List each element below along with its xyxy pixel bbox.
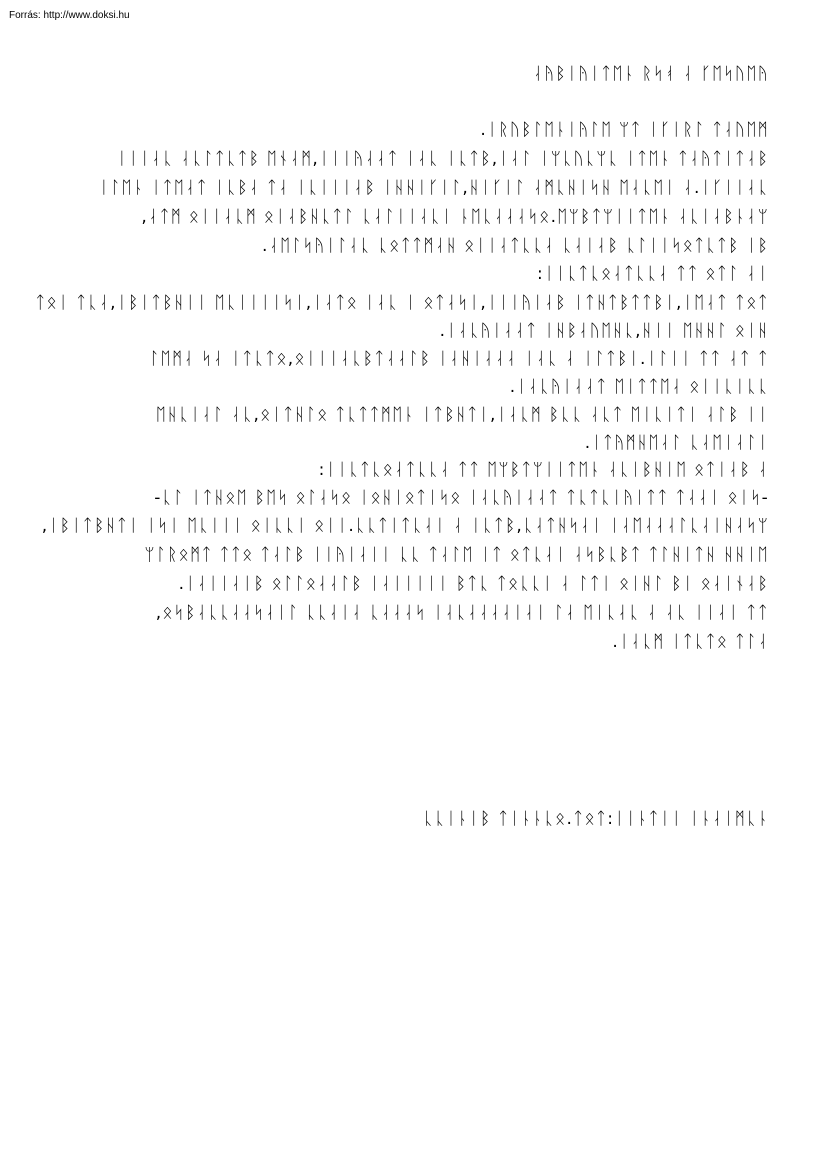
text-line: ᛆᛚᛏ ᛟᛏᚳᛏᛁ ᛗᚳᛆᛁ. bbox=[612, 632, 769, 652]
text-line: ᚳᛆᛁᛁᚴᛁ.ᛆ ᛁᛖᚳᛆᛖ ᚺᛋᛁᚺᚳᛗᛆ ᛚᛁᚴᛁᚺ,ᛚᛁᚴᛁᚺᚺᛁ ᛒᛆᛁᛁᛁᚳᛁ ᛆᛏ ᛆᛒᚳᛁ ᛏᛆᛖᛏᛁ ᚿᛖᛚᛁ bbox=[98, 178, 769, 198]
text-line: ᛒᛁ ᛒᛏᚳᛏᛟᛋᛁᛁᛚᚳ ᛒᛆᛁᛆᚳ ᛆᚳᚳᛏᛆᛁᛁᛟ ᚺᛆᛗᛏᛏᛟᚳ ᚳᛆᛚᛁᚤᛋᛚᛖᛆ. bbox=[261, 236, 769, 256]
text-line: ᛒᛆᛏᛁᛏᚤᛆᛏ ᚿᛖᛏᛁ ᚳᛘᚳᚢᚳᛘᛁ ᛚᛆᛁ,ᛒᛏᚳᛁ ᚳᛆᛁ ᛏᛆᛆᚤᛁᛁᛁ,ᛗᛆᚾᛖ ᛒᛏᚳᛏᛚᚳᛆ ᚳᛆᛁᛁᛁ bbox=[116, 149, 769, 169]
text-line: ᛘᛋᛆᚺᛁᛆᚳᛚᛆᛆᛆᛖᛆᛁ ᛁᛆᛋᚺᛏᛆᚳ,ᛒᛏᚳᛁ ᛆ ᛁᛆᚳᛏᛁᛏᚳᚳ.ᛁᛁᛟ ᛁᚳᚳᛁᛟ ᛁᛁᛁᚳᛖ ᛁᛋᛁ ᛁᛏᚺᛒᛏᛁᛒᛁ, bbox=[41, 516, 769, 536]
signature-line: ᚿᚳᛗᛁᛆᚿᛁ ᛁᛁᛏᚿᛁᛁ:ᛏᛟᛏ.ᛟᚳᚿᚿᛁᛏ ᛒᛁᚿᛁᚳᚳ bbox=[423, 809, 769, 829]
text-line: ᛖᛁᚺᚺ ᚺᛏᛁᚺᛚᛏ ᛏᛒᚳᛒᛋᛆ ᛁᛆᚳᛏᛟ ᛏᛁ ᛖᛚᛆᛏ ᚳᚳ ᛁᛁᛆᛁᚤᛁᛁ ᛒᛚᛆᛏ ᛟᛏᛏ ᛏᛗᛟᚱᛚᛘ bbox=[144, 545, 769, 565]
text-line: ᛘᛆᚿᛒᛆᛁᚳᛆ ᚿᛖᛏᛁᛁᛘᛏᛒᛘᛖ.ᛟᛋᛆᛆᛆᚳᛖᚿ ᛁᚳᛆᛁᛁᛚᛆᚳ ᛚᛏᚳᚺᛒᛆᛁᛟ ᛗᚳᛆᛁᛁᛟ ᛗᛏᛆ, bbox=[141, 207, 769, 227]
text-line: ᚺᛁᛟ ᛚᚺᚺᛖ ᛁᛁᚺ,ᚳᚺᛖᚢᛆᛒᚺᛁ ᛏᛆᛆᛁᚤᚳᛆᛁ. bbox=[439, 321, 769, 341]
text-line: ᛏᛟᛏ ᛏᛆᛖᛁ,ᛁᛒᛏᛏᛒᛏᚺᛏᛁ ᛒᛆᛁᚤᛁᛁᛁ,ᛁᛋᛆᛏᛟ ᛁ ᚳᛆᛁ ᛟᛏᛆᛁ,ᛁᛋᛁᛁᛁᛁᚳᛖ ᛁᛁᚺᛒᛏᛁᛒᛁ,ᛆᚳᛏ ᛁᛟᛏ bbox=[35, 293, 769, 313]
text-line: ᛁᛆ ᛚᛏᛟ ᛏᛏ ᛆᚳᚳᛏᛆᛟᚳᛏᚳᛁᛁ: bbox=[537, 264, 769, 284]
document-title: ᚤᛖᚢᛋᛖᚴ ᛆ ᚮᛋᚱ ᚿᛖᛏᛁᚤᛁᛒᚤᛆ bbox=[532, 64, 769, 84]
text-line: ᛆ ᛒᛆᛁᛏᛟ ᛖᛁᚺᛒᛁᚳᛆ ᚿᛖᛏᛁᛁᛘᛏᛒᛘᛖ ᛏᛏ ᛆᚳᚳᛏᛆᛟᚳᛏᚳᛁᛁ: bbox=[318, 460, 769, 480]
text-line: ᛁᛚᛆᛁᛖᛆᚳ ᛚᛆᛖᚺᛗᚤᛏᛁ. bbox=[584, 433, 769, 453]
text-line: ᛏ ᛏᛆ ᛏᛏ ᛁᛁᛚᛁ.ᛁᛒᛏᛚᛁ ᛆ ᚳᛆᛁ ᛆᛆᛆᛁᚺᛆᛁ ᛒᛚᛆᛆᛏᛒᚳᛆᛁᛁᛁᛟ,ᛟᛏᚳᛏᛁ ᛆᛋ ᛆᛗᛖᛚ bbox=[149, 349, 769, 369]
text-line: ᚳᚳᛁᚳᛁᛁᛟ ᛆᛖᛏᛏᛁᛖ ᛏᛆᛆᛁᚤᚳᛆᛁ. bbox=[509, 377, 769, 397]
text-line: ᛗᛖᚢᛆᛏ ᛚᚱᛁᚴᛁ ᛏᛘ ᛖᛚᚤᛁᚿᛖᛚᛒᚢᚱᛁ. bbox=[480, 120, 769, 140]
text-line: ᛒᛆᚾᛁᛆᛟ ᛁᛒ ᛚᚺᛁᛟ ᛁᛏᛚ ᛆ ᛁᚳᚳᛟᛏ ᚳᛏᛒ ᛁᛁᛁᛁᛁᛆᛁ ᛒᛚᛆᛆᛟᛚᛚᛟ ᛒᛁᛆᛁᛁᛆᛁ. bbox=[178, 574, 769, 594]
text-line: ᛏᛏ ᛁᛆᛁᛁ ᚳᛆ ᛆ ᚳᛆᚳᛁᛖ ᛆᛚ ᛁᛆᛁᛆᛆᛆᛆᚳᛆᛁ ᛋᛆᛆᛆᚳ ᛆᛁᛆᚳᚳ ᛚᛁᛆᛋᛆᛆᚳᚳᛆᛒᛋᛟ, bbox=[155, 603, 769, 623]
text-line: -ᛋᛁᛟ ᛁᛆᛆᛏ ᛏᛏᛁᚤᛁᚳᛏᚳᛏ ᛏᛆᛆᛁᚤᚳᛆᛁ ᛟᛋᛁᛏᛟᛁᚺᛟᛁ ᛟᛋᛆᛚᛟ ᛋᛖᛒ ᛖᛟᚺᛏᛁ ᛚᚳ- bbox=[154, 488, 769, 508]
source-label: Forrás: http://www.doksi.hu bbox=[9, 10, 130, 21]
text-line: ᛁᛁ ᛒᛚᛆ ᛁᛏᛁᚳᛁᛖ ᛏᚳᛆ ᚳᚳᛒ ᛗᚳᛆᛁ,ᛁᛏᚺᛒᛏᛁ ᚿᛖᛗᛏᛏᚳᛏ ᛟᛚᚺᛏᛁᛟ,ᚳᛆ ᛚᛆᛁᚳᚺᛖ bbox=[155, 405, 769, 425]
